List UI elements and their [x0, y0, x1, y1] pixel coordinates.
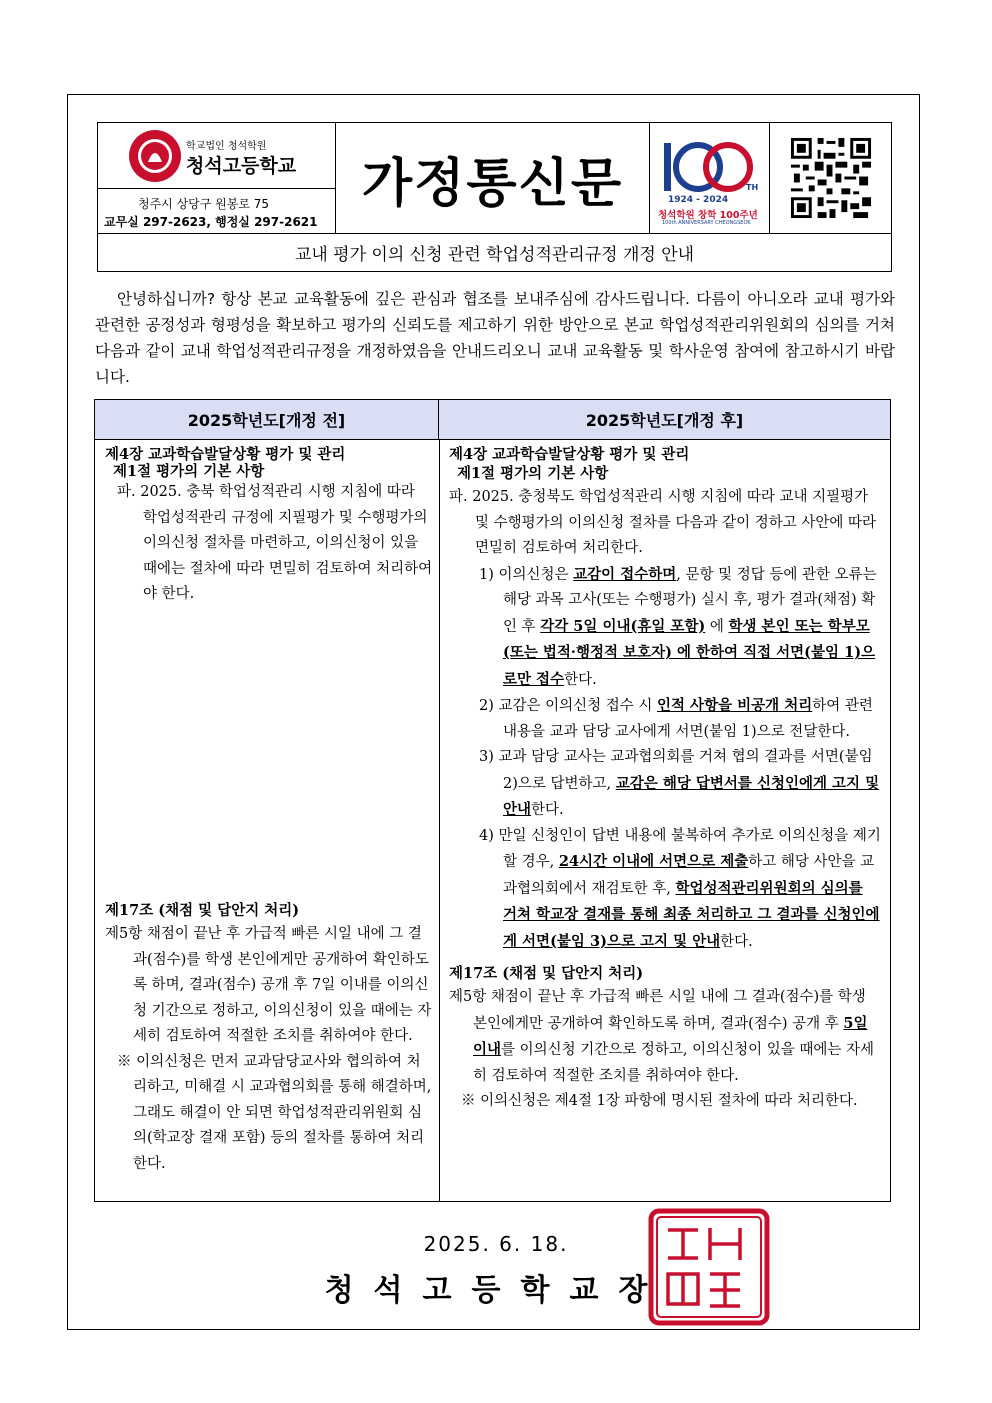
step1-text-a: 1) 이의신청은 [479, 566, 574, 583]
art17-text-a: 제5항 채점이 끝난 후 가급적 빠른 시일 내에 그 결과(점수)를 학생 본인에게만 공개하여 확인하도록 하며, 결과(점수) 공개 후 [449, 989, 866, 1032]
anniversary-ko: 청석학원 창학 100주년 [658, 210, 758, 221]
column-divider [439, 440, 440, 1201]
school-emblem-icon [128, 129, 182, 183]
before-note: ※ 이의신청은 먼저 교과담당교사와 협의하여 처리하고, 미해결 시 교과협의회를 통해 해결하며, 그래도 해결이 안 되면 학업성적관리위원회 심의(학교장 결재 포함) 등의 절차를 통하여 처리한다. [117, 1053, 432, 1172]
principal-signature: 청석고등학교장 [324, 1273, 668, 1308]
school-phones: 교무실 297-2623, 행정실 297-2621 [104, 215, 318, 229]
after-art17-para5 [449, 985, 881, 1089]
official-seal-icon [648, 1208, 770, 1326]
column-header-before: 2025학년도[개정 전] [95, 400, 439, 440]
qr-cell [770, 123, 891, 233]
before-item-pa: 파. 2025. 충북 학업성적관리 시행 지침에 따라 학업성적관리 규정에 지필평가 및 수행평가의 이의신청 절차를 마련하고, 이의신청이 있을 때에는 절차에 따라 면밀히 검토하여 처리하여야 한다. [117, 484, 433, 602]
after-item-pa: 파. 2025. 충청북도 학업성적관리 시행 지침에 따라 교내 지필평가 및 수행평가의 이의신청 절차를 다음과 같이 정하고 사안에 따라 면밀히 검토하여 처리한다. [449, 489, 877, 556]
art17-text-c: 를 이의신청 기간으로 정하고, 이의신청이 있을 때에는 자세히 검토하여 적절한 조치를 취하여야 한다. [473, 1042, 875, 1084]
before-section: 제1절 평가의 기본 사항 [113, 463, 265, 480]
revision-table [94, 399, 891, 1202]
letterhead [97, 122, 892, 272]
after-step-3 [449, 745, 881, 824]
before-art17-para5: 제5항 채점이 끝난 후 가급적 빠른 시일 내에 그 결과(점수)를 학생 본인에게만 공개하여 확인하도록 하며, 결과(점수) 공개 후 7일 이내를 이의신청 기간으로 정하고, 이의신청이 있을 때에는 자세히 검토하여 적절한 조치를 취하여야 한다. [105, 926, 432, 1044]
step1-emph-b: 교감이 접수하며 [573, 565, 677, 583]
step1-text-c: , 문항 및 정답 등에 관한 오류는 해당 과목 고사(또는 수행평가) 실시 후, 평가 결과(채점) 확인 후 [503, 566, 877, 635]
school-logo-cell [98, 123, 336, 189]
qr-code-icon[interactable] [788, 135, 874, 221]
school-address: 청주시 상당구 원봉로 75 [138, 197, 270, 211]
step2-text-a: 2) 교감은 이의신청 접수 시 [479, 698, 657, 714]
step3-text-a: 3) 교과 담당 교사는 교과협의회를 거쳐 협의 결과를 서면(붙임 2)으로 답변하고, [479, 749, 873, 792]
before-art17-title: 제17조 (채점 및 답안지 처리) [105, 902, 300, 919]
notice-subtitle: 교내 평가 이의 신청 관련 학업성적관리규정 개정 안내 [98, 233, 891, 271]
after-chapter: 제4장 교과학습발달상황 평가 및 관리 [449, 446, 690, 463]
step2-emph-b: 인적 사항을 비공개 처리 [657, 697, 813, 714]
step3-text-c: 한다. [531, 802, 564, 818]
after-step-1 [449, 562, 881, 694]
step4-emph-d: 학업성적관리위원회의 심의를 거쳐 학교장 결재를 통해 최종 처리하고 그 결과를 신청인에게 서면(붙임 3)으로 고지 및 안내 [503, 879, 880, 950]
intro-paragraph: 안녕하십니까? 항상 본교 교육활동에 깊은 관심과 협조를 보내주심에 감사드립니다. 다름이 아니오라 교내 평가와 관련한 공정성과 형평성을 확보하고 평가의 신뢰도를 제고하기 위한 방안으로 본교 학업성적관리위원회의 심의를 거쳐 다음과 같이 교내 학업성적관리규정을 개정하였음을 안내드리오니 교내 교육활동 및 학사운영 참여에 참고하시기 바랍니다. [95, 290, 895, 386]
after-column [449, 446, 881, 1115]
step4-text-a: 4) 만일 신청인이 답변 내용에 불복하여 추가로 이의신청을 제기할 경우, [479, 827, 881, 870]
after-step-4 [449, 824, 881, 956]
school-name: 청석고등학교 [186, 155, 297, 177]
after-note: ※ 이의신청은 제4절 1장 파항에 명시된 절차에 따라 처리한다. [461, 1093, 858, 1109]
step1-emph-f: 학생 본인 또는 학부모(또는 법적·행정적 보호자) 에 한하여 직접 서면(붙임 1)으로만 접수 [503, 617, 876, 688]
anniversary-years: 1924 - 2024 [668, 195, 729, 205]
after-section: 제1절 평가의 기본 사항 [457, 465, 609, 482]
step1-text-e: 에 [705, 618, 729, 635]
step4-emph-b: 24시간 이내에 서면으로 제출 [558, 853, 749, 870]
after-art17-title: 제17조 (채점 및 답안지 처리) [449, 965, 644, 982]
step4-text-e: 한다. [720, 933, 753, 950]
anniversary-th: TH [746, 183, 759, 192]
anniversary-logo-cell [650, 123, 770, 233]
anniversary-en: 100th ANNIVERSARY CHEONGSEOK [662, 220, 751, 226]
step3-emph-b: 교감은 해당 답변서를 신청인에게 고지 및 안내 [503, 774, 880, 818]
before-column [105, 446, 433, 608]
art17-emph-b: 5일 이내 [473, 1014, 868, 1058]
before-chapter: 제4장 교과학습발달상황 평가 및 관리 [105, 446, 346, 463]
title-cell [336, 123, 650, 233]
before-article-17 [105, 900, 433, 1177]
step4-text-c: 하고 해당 사안을 교과협의회에서 재검토한 후, [503, 854, 875, 897]
address-cell [98, 189, 336, 233]
column-header-after: 2025학년도[개정 후] [439, 400, 890, 440]
page-title: 가정통신문 [361, 153, 624, 214]
step1-text-g: 한다. [564, 671, 597, 688]
issue-date: 2025. 6. 18. [423, 1232, 569, 1256]
after-step-2 [449, 693, 881, 745]
step1-emph-d: 각각 5일 이내(휴일 포함) [540, 617, 706, 635]
step2-text-c: 하여 관련 내용을 교과 담당 교사에게 서면(붙임 1)으로 전달한다. [503, 698, 873, 740]
school-foundation: 학교법인 청석학원 [186, 141, 267, 152]
